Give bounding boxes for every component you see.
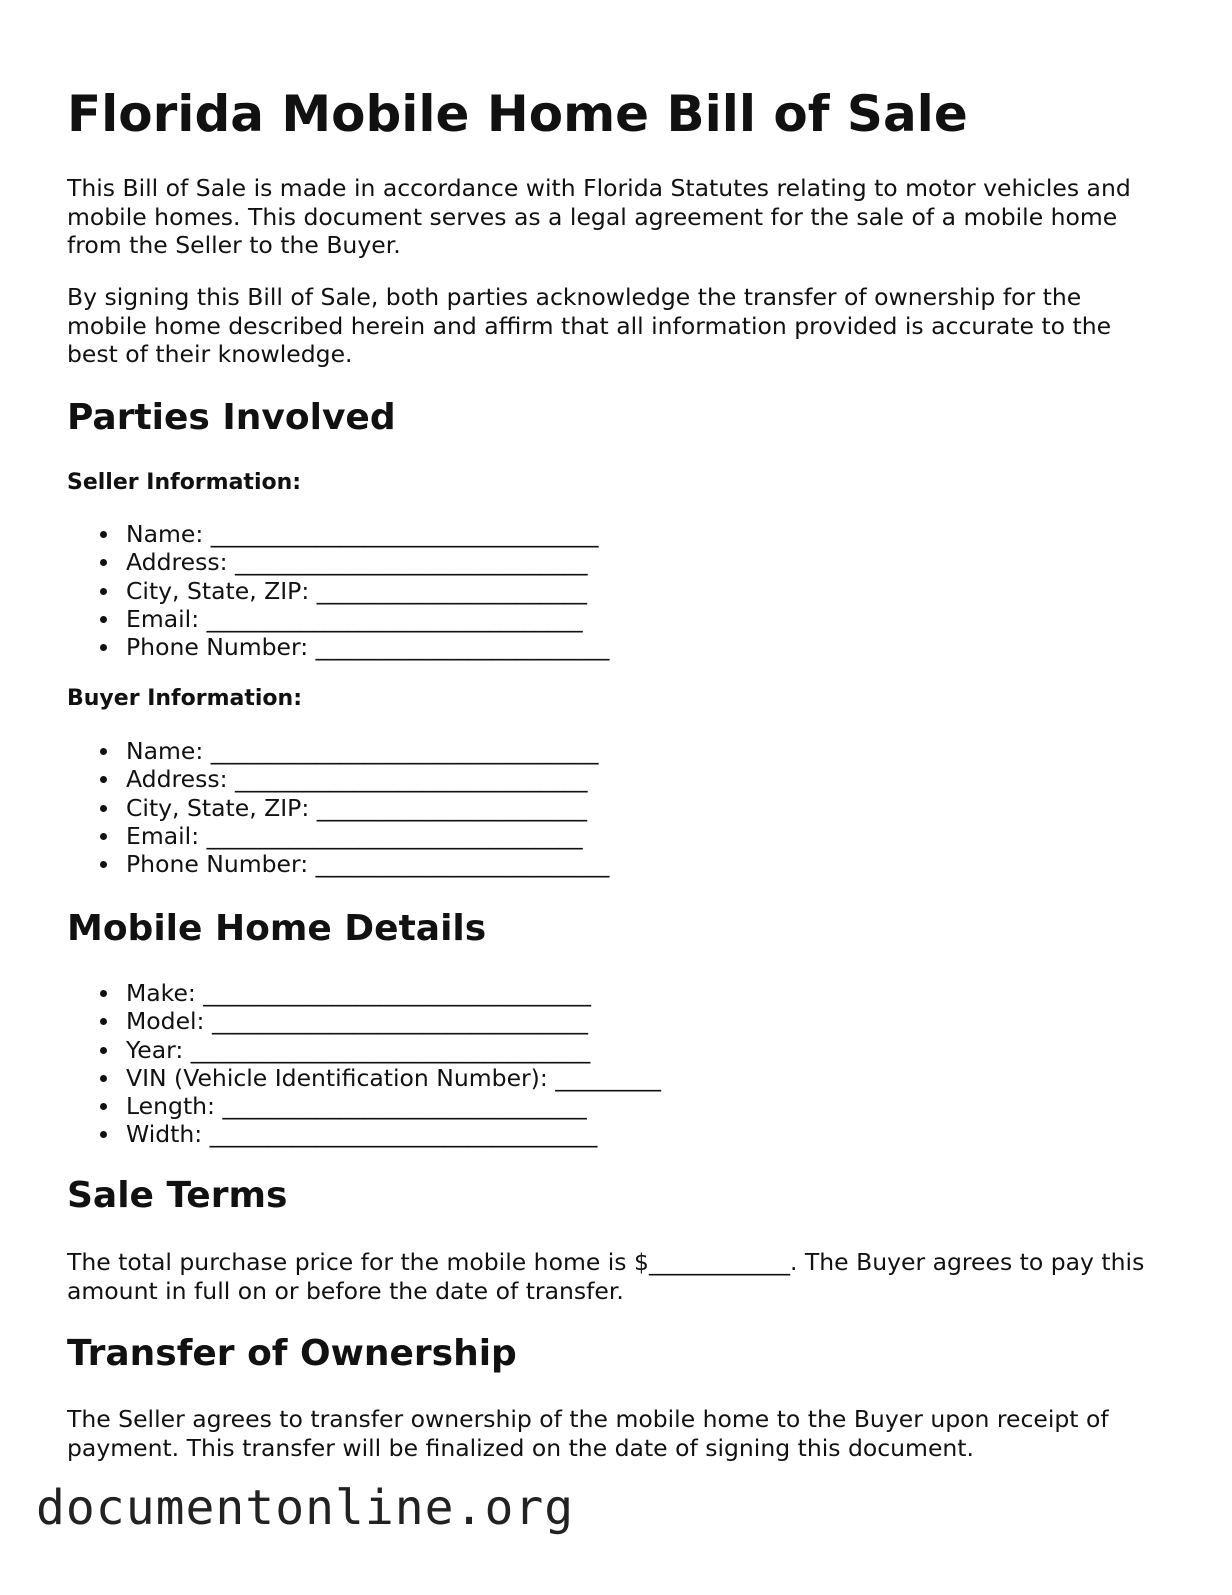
seller-phone-field — [67, 633, 609, 661]
buyer-heading: Buyer Information: — [67, 686, 302, 711]
bullet — [100, 559, 107, 566]
bullet — [100, 1018, 107, 1025]
field-label: Make: _________________________________ — [126, 979, 592, 1007]
make-field — [67, 979, 661, 1007]
sale-terms-heading: Sale Terms — [67, 1175, 288, 1216]
details-heading: Mobile Home Details — [67, 908, 487, 949]
details-fields-list — [67, 979, 661, 1149]
model-field — [67, 1007, 661, 1035]
bullet — [100, 644, 107, 651]
intro-paragraph-2: By signing this Bill of Sale, both parties acknowledge the transfer of ownership for the mobile home described herein and affirm that all information provided is accurate to the best of their knowledge. — [67, 283, 1112, 368]
field-label: Address: ______________________________ — [126, 548, 588, 577]
field-label: Phone Number: _________________________ — [126, 633, 610, 662]
bullet — [100, 861, 107, 868]
field-label: Model: ________________________________ — [126, 1007, 588, 1036]
vin-field — [67, 1064, 661, 1092]
field-label: Email: ________________________________ — [126, 604, 583, 633]
transfer-paragraph: The Seller agrees to transfer ownership of the mobile home to the Buyer upon receipt of payment. This transfer will be finalized on the date of signing this document. — [67, 1405, 1109, 1462]
bullet — [100, 748, 107, 755]
bullet — [100, 1131, 107, 1138]
length-field — [67, 1092, 661, 1120]
watermark-text: documentonline.org — [36, 1480, 575, 1536]
bullet — [100, 776, 107, 783]
field-label: Name: _________________________________ — [126, 520, 599, 548]
bullet — [100, 805, 107, 812]
field-label: City, State, ZIP: _______________________ — [126, 793, 587, 822]
bullet — [100, 833, 107, 840]
buyer-address-field — [67, 765, 609, 793]
buyer-phone-field — [67, 850, 609, 878]
transfer-heading: Transfer of Ownership — [67, 1333, 517, 1374]
seller-heading: Seller Information: — [67, 470, 302, 495]
bullet — [100, 1103, 107, 1110]
buyer-name-field — [67, 737, 609, 765]
seller-email-field — [67, 605, 609, 633]
seller-city-state-zip-field — [67, 577, 609, 605]
bullet — [100, 990, 107, 997]
field-label: City, State, ZIP: _______________________ — [126, 576, 587, 605]
buyer-fields-list — [67, 737, 609, 878]
bullet — [100, 588, 107, 595]
year-field — [67, 1036, 661, 1064]
seller-address-field — [67, 548, 609, 576]
field-label: Length: _______________________________ — [126, 1092, 587, 1121]
field-label: Width: _________________________________ — [126, 1120, 598, 1149]
seller-fields-list — [67, 520, 609, 661]
sale-terms-paragraph: The total purchase price for the mobile home is $____________. The Buyer agrees to pay this amount in full on or before the date of transfer. — [67, 1248, 1145, 1305]
bullet — [100, 531, 107, 538]
field-label: Year: __________________________________ — [126, 1035, 591, 1064]
intro-paragraph-1: This Bill of Sale is made in accordance with Florida Statutes relating to motor vehicles and mobile homes. This document serves as a legal agreement for the sale of a mobile home from the Seller to the Buyer. — [67, 174, 1131, 259]
field-label: Email: ________________________________ — [126, 821, 583, 850]
bullet — [100, 1075, 107, 1082]
buyer-city-state-zip-field — [67, 794, 609, 822]
bullet — [100, 616, 107, 623]
parties-heading: Parties Involved — [67, 397, 396, 438]
buyer-email-field — [67, 822, 609, 850]
bullet — [100, 1047, 107, 1054]
field-label: Name: _________________________________ — [126, 737, 599, 765]
seller-name-field — [67, 520, 609, 548]
field-label: VIN (Vehicle Identification Number): _________ — [126, 1063, 661, 1092]
document-title: Florida Mobile Home Bill of Sale — [67, 85, 968, 143]
width-field — [67, 1120, 661, 1148]
field-label: Address: ______________________________ — [126, 765, 588, 794]
field-label: Phone Number: _________________________ — [126, 850, 610, 879]
